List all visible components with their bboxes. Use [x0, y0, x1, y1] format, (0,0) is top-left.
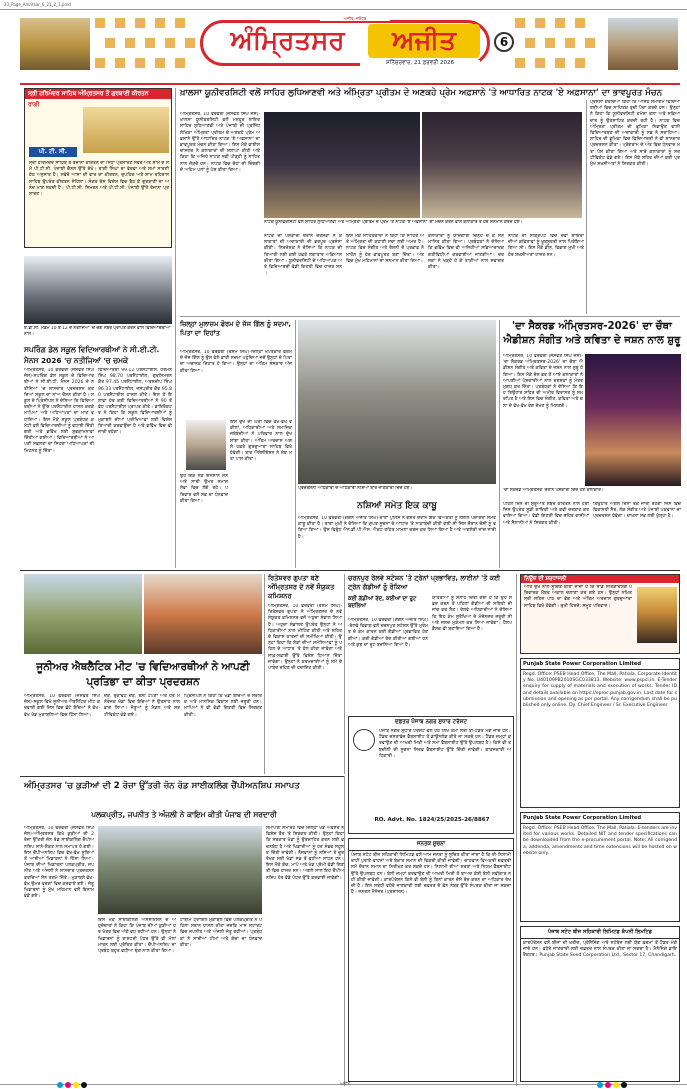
ad-badge: ਪੀ. ਟੀ. ਸੀ. — [29, 147, 77, 157]
ad-temple-photo — [83, 107, 169, 153]
obituary-title: ਨਿਊਜ਼ ਦੀ ਸ਼ਰਧਾਂਜਲੀ — [521, 575, 679, 583]
pspcl-title-2: Punjab State Power Corporation Limited — [521, 813, 679, 824]
decorative-pattern-right — [515, 18, 605, 72]
supertitle: ਅਜੀਤ, ਜਲੰਧਰ — [320, 16, 390, 21]
obituary-portrait — [186, 420, 226, 470]
issue-date: ਸ਼ਨਿੱਚਰਵਾਰ, 21 ਫ਼ਰਵਰੀ 2026 — [360, 60, 480, 67]
cycling-subhead: ਪਲਕਪ੍ਰੀਤ, ਜਪਨੀਤ ਤੇ ਅੰਜਲੀ ਨੇ ਕਾਇਮ ਕੀਤੀ ਪੰਜਾਬ ਦੀ ਸਰਦਾਰੀ — [91, 810, 277, 819]
top-story-headline: ਖ਼ਾਲਸਾ ਯੂਨੀਵਰਸਿਟੀ ਵਲੋਂ ਸਾਹਿਰ ਲੁਧਿਆਣਵੀ ਅਤੇ ਅੰਮ੍ਰਿਤਾ ਪ੍ਰੀਤਮ ਦੇ ਅਣਕਹੇ ਪ੍ਰੇਮ ਅਫ਼ਸਾਨੇ 'ਤੇ ਆਧਾਰਿਤ ਨਾਟਕ 'ਏ ਅਫ਼ਸਾਨਾ' ਦਾ ਭਾਵਪੂਰਤ ਮੰਚਨ — [180, 88, 663, 98]
festival-photo-caption: 'ਦਾ ਸੈਕਰਡ ਅੰਮ੍ਰਿਤਸਰ' ਦੌਰਾਨ ਪੇਸ਼ਕਾਰੀ ਦਿੰਦੇ ਹੋਏ ਕਲਾਕਾਰ। — [503, 488, 604, 493]
ad-heading: ਸ੍ਰੀ ਹਰਿਮੰਦਰ ਸਾਹਿਬ ਅੰਮ੍ਰਿਤਸਰ ਤੋਂ ਗੁਰਬਾਣੀ ਕੀਰਤਨ — [25, 89, 171, 99]
obituary-photo — [637, 587, 677, 643]
golden-temple-photo — [20, 18, 90, 70]
heritage-building-photo — [608, 18, 678, 70]
police-photo-caption: ਪ੍ਰਦਰਸ਼ਨੀ ਅਧਿਕਾਰੀ ਦੇ ਅਧਿਕਾਰੀ ਨਸ਼ਿਆਂ ਬਾਰੇ ਜਾਣਕਾਰੀ ਦਿੰਦੇ ਹੋਏ। — [298, 486, 413, 491]
athletics-headline: ਜੂਨੀਅਰ ਐਥਲੈਟਿਕ ਮੀਟ 'ਚ ਵਿਦਿਆਰਥੀਆਂ ਨੇ ਆਪਣੀ ਪ੍ਰਤਿਭਾ ਦਾ ਕੀਤਾ ਪ੍ਰਦਰਸ਼ਨ — [36, 661, 250, 688]
judge-headline: ਜ਼ਿਲ੍ਹਾ ਮੁਲਾਜ਼ਮ ਫੋਰਮ ਦੇ ਜੱਜ ਗਿੱਲ ਨੂੰ ਸਦਮਾ, ਪਿਤਾ ਦਾ ਦਿਹਾਂਤ — [180, 320, 291, 337]
cycling-race-photo — [98, 826, 262, 914]
trust-logo — [353, 729, 375, 751]
school-students-photo — [24, 256, 172, 324]
festival-stage-photo — [585, 354, 681, 486]
spring-dale-headline: ਸਪਰਿੰਗ ਡੇਲ ਸਕੂਲ ਵਿਦਿਆਰਥੀਆਂ ਨੇ ਸੀ.ਈ.ਟੀ. ਮੈਨਸ 2026 'ਚ ਨਤੀਜਿਆਂ 'ਚ ਚਮਕੇ — [24, 345, 160, 365]
trust-tender-ad: ਦਫ਼ਤਰ ਪੰਜਾਬ ਨਗਰ ਸੁਧਾਰ ਟਰੱਸਟ ਪੰਜਾਬ ਨਗਰ ਸੁਧਾਰ ਟਰੱਸਟ ਵਲੋਂ ਹੇਠ ਲਿਖੇ ਕੰਮਾਂ ਲਈ ਈ-ਟੈਂਡਰ ਮੰਗੇ ਜਾਂਦੇ ਹਨ। ਟੈਂਡਰ ਦਸਤਾਵੇਜ਼ ਵੈੱਬਸਾਈਟ ਤੋਂ ਡਾਊਨਲੋਡ ਕੀਤੇ ਜਾ ਸਕਦੇ ਹਨ। ਟੈਂਡਰ ਜਮ੍ਹਾਂ ਕਰਵਾਉਣ ਦੀ ਆਖ਼ਰੀ ਮਿਤੀ ਅਤੇ ਸਮਾਂ ਵੈੱਬਸਾਈਟ ਉੱਤੇ ਉਪਲਬਧ ਹੈ। ਕਿਸੇ ਵੀ ਤਬਦੀਲੀ ਦੀ ਸੂਚਨਾ ਸਿਰਫ਼ ਵੈੱਬਸਾਈਟ ਉੱਤੇ ਦਿੱਤੀ ਜਾਵੇਗੀ। ਕਾਰਜਕਾਰੀ ਅਧਿਕਾਰੀ। RO. Advt. No. 1824/25/2025-26/8867 — [348, 716, 514, 834]
ptc-ad: ਸ੍ਰੀ ਹਰਿਮੰਦਰ ਸਾਹਿਬ ਅੰਮ੍ਰਿਤਸਰ ਤੋਂ ਗੁਰਬਾਣੀ ਕੀਰਤਨ ਰਾਗੀ ਪੀ. ਟੀ. ਸੀ. ਸ੍ਰੀ ਹਰਿਮੰਦਰ ਸਾਹਿਬ ਤੋਂ ਰੋਜ਼ਾਨਾ ਕੀਰਤਨ ਦਾ ਸਿੱਧਾ ਪ੍ਰਸਾਰਣ ਸਵੇਰੇ ਅਤੇ ਸ਼ਾਮ ਦੇ ਸਮੇਂ ਪੀ.ਟੀ.ਸੀ. ਪੰਜਾਬੀ ਚੈਨਲ ਉੱਤੇ ਦੇਖੋ। ਰਾਗੀ ਸਿੰਘਾਂ ਦਾ ਵੇਰਵਾ ਅਤੇ ਸਮਾਂ ਸਾਰਣੀ ਹੇਠ ਅਨੁਸਾਰ ਹੈ। ਸਵੇਰੇ ਆਸਾ ਦੀ ਵਾਰ ਦਾ ਕੀਰਤਨ, ਦੁਪਹਿਰ ਅਤੇ ਸ਼ਾਮ ਰਹਿਰਾਸ ਸਾਹਿਬ ਉਪਰੰਤ ਕੀਰਤਨ ਸੋਹਿਲਾ। ਸੰਗਤ ਦੇਸ਼ ਵਿਦੇਸ਼ ਵਿਚ ਬੈਠ ਕੇ ਗੁਰਬਾਣੀ ਦਾ ਅਨੰਦ ਮਾਣ ਸਕਦੀ ਹੈ। ਪੀ.ਟੀ.ਸੀ. ਸਿਮਰਨ ਅਤੇ ਪੀ.ਟੀ.ਸੀ. ਪੰਜਾਬੀ ਉੱਤੇ ਰੋਜ਼ਾਨਾ ਪ੍ਰਸਾਰਣ। — [24, 88, 172, 248]
sacred-amritsar-headline: 'ਦਾ ਸੈਕਰਡ ਅੰਮ੍ਰਿਤਸਰ-2026' ਦਾ ਚੌਥਾ ਐਡੀਸ਼ਨ ਸੰਗੀਤ ਅਤੇ ਕਵਿਤਾ ਦੇ ਜਸ਼ਨ ਨਾਲ ਸ਼ੁਰੂ — [503, 321, 681, 346]
athletics-photo-1 — [24, 574, 142, 654]
school-photo-caption: ਏ.ਡੀ.ਸੀ. ਮੈਡਮ 10 ਤੇ 12 ਦੇ ਨਤੀਜਿਆਂ 'ਚ ਚੰਗੇ ਨੰਬਰ ਪ੍ਰਾਪਤ ਕਰਨ ਵਾਲੇ ਵਿਦਿਆਰਥੀਆਂ ਨਾਲ। — [24, 326, 171, 337]
footer-brand: ਅਜੀਤ — [340, 1081, 350, 1086]
masthead — [0, 12, 687, 82]
play-photo-caption: ਨਾਟਕ ਯੂਨੀਵਰਸਿਟੀ ਵਲੋਂ ਸਾਹਿਰ ਲੁਧਿਆਣਵੀ ਅਤੇ ਅੰਮ੍ਰਿਤਾ ਪ੍ਰੀਤਮ ਦੇ ਪ੍ਰੇਮ 'ਤੇ ਨਾਟਕ 'ਏ ਅਫ਼ਸਾਨਾ' ਦਾ ਮੰਚਨ ਕਰਨ ਵਾਲੇ ਕਲਾਕਾਰ ਤੇ ਹੋਰ ਸਨਮਾਨ ਕਰਦੇ ਹੋਏ। — [264, 220, 523, 225]
drugs-arrest-headline: ਨਸ਼ਿਆਂ ਸਮੇਤ ਇਕ ਕਾਬੂ — [357, 501, 437, 511]
ad-sub: ਰਾਗੀ — [28, 101, 40, 108]
cycling-headline: ਅੰਮ੍ਰਿਤਸਰ 'ਚ ਕੁੜੀਆਂ ਦੀ 2 ਰੋਜ਼ਾ ਉੱਤਰੀ ਜ਼ੋਨ ਰੋਡ ਸਾਈਕਲਿੰਗ ਚੈਂਪੀਅਨਸ਼ਿਪ ਸਮਾਪਤ — [24, 781, 300, 791]
play-photo-2 — [422, 112, 582, 218]
obituary-ad: ਨਿਊਜ਼ ਦੀ ਸ਼ਰਧਾਂਜਲੀ ਅਤਿ ਦੁੱਖ ਨਾਲ ਸੂਚਿਤ ਕੀਤਾ ਜਾਂਦਾ ਹੈ ਕਿ ਸਾਡੇ ਸਤਿਕਾਰਯੋਗ ਪਰਿਵਾਰਕ ਮੈਂਬਰ ਅਕਾਲ ਚਲਾਣਾ ਕਰ ਗਏ ਹਨ। ਉਨ੍ਹਾਂ ਨਮਿਤ ਸ੍ਰੀ ਸਹਿਜ ਪਾਠ ਦਾ ਭੋਗ ਅਤੇ ਅੰਤਿਮ ਅਰਦਾਸ ਗੁਰਦੁਆਰਾ ਸਾਹਿਬ ਵਿਖੇ ਹੋਵੇਗੀ। ਦੁਖੀ ਹਿਰਦੇ: ਸਮੂਹ ਪਰਿਵਾਰ। — [520, 574, 680, 654]
decorative-pattern-left — [95, 18, 205, 72]
seed-tender-head: ਪੰਜਾਬ ਸਟੇਟ ਬੀਜ ਸਹਿਕਾਰੀ ਲਿਮਿਟਡ ਕੰਪਨੀ ਲਿਮਟਿਡ — [521, 927, 679, 939]
railway-subhead: ਕਈ ਗੱਡੀਆਂ ਰੱਦ, ਕਈਆਂ ਦਾ ਰੂਟ ਬਦਲਿਆ — [348, 596, 417, 609]
railway-headline: ਚਰਨਪੁਰ ਰੇਲਵੇ ਸਟੇਸ਼ਨ 'ਤੇ ਟ੍ਰੇਨਾਂ ਪ੍ਰਭਾਵਿਤ, ਲਾਈਨਾਂ 'ਤੇ ਕਈ ਟ੍ਰੇਨ ਗੱਡੀਆਂ ਨੂੰ ਰੋਕਿਆ — [348, 574, 501, 591]
tender-ref: RO. Advt. No. 1824/25/2025-26/8867 — [374, 817, 490, 823]
brand-title: ਅਜੀਤ — [368, 24, 480, 58]
page-number: 6 — [494, 32, 514, 52]
police-display-photo — [298, 320, 496, 484]
pspcl-ad-2: Punjab State Power Corporation Limited Regd. Office: PSEB Head Office, The Mall, Patiala. E-tenders are invited for various works. Detailed NIT and tender specifications can be downloaded from the e-procurement portal. Note: All corrigenda, addenda, amendments and time extensions will be hosted on website only. — [520, 812, 680, 922]
athletics-photo-2 — [144, 574, 262, 654]
seed-corporation-ad: ਪੰਜਾਬ ਸਟੇਟ ਬੀਜ ਸਹਿਕਾਰੀ ਲਿਮਿਟਡ ਕੰਪਨੀ ਲਿਮਟਿਡ ਕਾਰਪੋਰੇਸ਼ਨ ਵਲੋਂ ਬੀਜਾਂ ਦੀ ਖ਼ਰੀਦ, ਪ੍ਰੋਸੈਸਿੰਗ ਅਤੇ ਸਟੋਰੇਜ ਲਈ ਯੋਗ ਫ਼ਰਮਾਂ ਤੋਂ ਟੈਂਡਰ ਮੰਗੇ ਜਾਂਦੇ ਹਨ। ਵਧੇਰੇ ਜਾਣਕਾਰੀ ਲਈ ਦਫ਼ਤਰ ਨਾਲ ਸੰਪਰਕ ਕੀਤਾ ਜਾ ਸਕਦਾ ਹੈ। ਮੈਨੇਜਿੰਗ ਡਾਇਰੈਕਟਰ। Punjab State Seed Corporation Ltd., Sector 17, Chandigarh. — [520, 926, 680, 1082]
pspcl-title-1: Punjab State Power Corporation Limited — [521, 659, 679, 670]
edition-title: ਅੰਮ੍ਰਿਤਸਰ — [230, 26, 345, 56]
print-meta: 23_Page_Amritsar_6_21_2_1.pmd — [4, 2, 71, 7]
tender-title: ਦਫ਼ਤਰ ਪੰਜਾਬ ਨਗਰ ਸੁਧਾਰ ਟਰੱਸਟ — [394, 719, 468, 725]
commissioner-headline: ਰਿਤੇਸ਼ਵਰ ਗੁਪਤਾ ਬਣੇ ਅੰਮ੍ਰਿਤਸਰ ਦੇ ਨਵੇਂ ਸੰਯੁਕਤ ਕਮਿਸ਼ਨਰ — [268, 574, 335, 600]
pspcl-ad-1: Punjab State Power Corporation Limited Regd. Office: PSEB Head Office, The Mall, Patiala. Corporate Identity No. U40109PB2010SGC033813. Website: www.pspcl.in. E-Tender enquiry for supply of materials and execution of works. Tender ID and details available on https://eproc.punjab.gov.in. Last date for submission and opening as per portal. Any corrigendum shall be published only online. Dy. Chief Engineer / Sr. Executive Engineer. — [520, 658, 680, 808]
seed-notice-ad: ਜਨਤਕ ਸੂਚਨਾ ਪੰਜਾਬ ਸਟੇਟ ਬੀਜ ਸਹਿਕਾਰੀ ਲਿਮਿਟਡ ਵਲੋਂ ਆਮ ਜਨਤਾ ਨੂੰ ਸੂਚਿਤ ਕੀਤਾ ਜਾਂਦਾ ਹੈ ਕਿ ਈ-ਨਿਲਾਮੀ ਰਾਹੀਂ ਪੁਰਾਣੇ ਵਾਹਨਾਂ ਅਤੇ ਬੇਕਾਰ ਸਮਾਨ ਦੀ ਵਿਕਰੀ ਕੀਤੀ ਜਾਵੇਗੀ। ਚਾਹਵਾਨ ਵਿਅਕਤੀ ਦਫ਼ਤਰੀ ਸਮੇਂ ਦੌਰਾਨ ਸਮਾਨ ਦਾ ਨਿਰੀਖਣ ਕਰ ਸਕਦੇ ਹਨ। ਨਿਲਾਮੀ ਦੀਆਂ ਸ਼ਰਤਾਂ ਅਤੇ ਨਿਯਮ ਵੈੱਬਸਾਈਟ ਉੱਤੇ ਉਪਲਬਧ ਹਨ। ਬੋਲੀ ਜਮ੍ਹਾਂ ਕਰਵਾਉਣ ਦੀ ਆਖ਼ਰੀ ਮਿਤੀ ਤੋਂ ਬਾਅਦ ਕੋਈ ਬੋਲੀ ਸਵੀਕਾਰ ਨਹੀਂ ਕੀਤੀ ਜਾਵੇਗੀ। ਕਾਰਪੋਰੇਸ਼ਨ ਕਿਸੇ ਵੀ ਬੋਲੀ ਨੂੰ ਬਿਨਾਂ ਕਾਰਨ ਦੱਸੇ ਰੱਦ ਕਰਨ ਦਾ ਅਧਿਕਾਰ ਰੱਖਦੀ ਹੈ। ਇਸ ਸਬੰਧੀ ਵਧੇਰੇ ਜਾਣਕਾਰੀ ਲਈ ਦਫ਼ਤਰ ਦੇ ਫ਼ੋਨ ਨੰਬਰ ਉੱਤੇ ਸੰਪਰਕ ਕੀਤਾ ਜਾ ਸਕਦਾ ਹੈ। ਜਨਰਲ ਮੈਨੇਜਰ (ਪ੍ਰਸ਼ਾਸਨ)। — [348, 838, 514, 1082]
play-photo-1 — [264, 112, 420, 218]
